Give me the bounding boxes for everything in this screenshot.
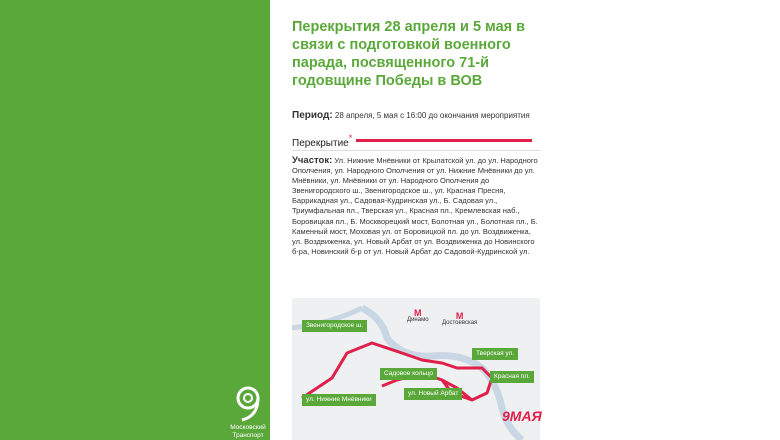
metro-dinamo-label: Динамо	[407, 317, 429, 323]
metro-dostoevskaya	[442, 313, 477, 327]
metro-dinamo	[407, 310, 429, 324]
label-sadovoe: Садовое кольцо	[380, 368, 437, 380]
section-text: Ул. Нижние Мнёвники от Крылатской ул. до ул. Народного Ополчения, ул. Народного Ополчения от ул. Нижние Мнёвники до ул. Мнёвники, ул. Мнёвники от ул. Народного Ополчения до Звенигородского ш., Звенигородское ш., ул. Красная Пресня, Баррикадная ул., Садовая-Кудринская ул., Б. Садовая ул., Триумфальная пл., Тверская ул., Красная пл., Кремлевская наб., Боровицкая пл., Б. Москворецкий мост, Болотная ул., Болотная пл., Б. Каменный мост, Моховая ул. от Боровицкой пл. до ул. Воздвиженка, ул. Воздвиженка, ул. Новый Арбат от ул. Воздвиженка до Новинского б-ра, Новинский б-р от ул. Новый Арбат до Садовой-Кудринской ул.	[292, 156, 538, 256]
metro-icon: М	[455, 311, 464, 321]
label-nizhnie: ул. Нижние Мнёвники	[302, 394, 376, 406]
closures-label: Перекрытие	[292, 138, 349, 149]
label-zvenigorodskoe: Звенигородское ш.	[302, 320, 367, 332]
brand-name: Московский Транспорт	[230, 424, 266, 439]
period-value: 28 апреля, 5 мая с 16:00 до окончания мероприятия	[334, 111, 530, 120]
period-label: Период:	[292, 110, 333, 121]
divider	[292, 150, 540, 151]
metro-icon: М	[414, 308, 422, 318]
label-tverskaya: Тверская ул.	[472, 348, 518, 360]
label-novy-arbat: ул. Новый Арбат	[404, 388, 462, 400]
brand-panel	[0, 0, 270, 440]
section-description	[292, 156, 542, 257]
moscow-transport-logo	[222, 384, 270, 440]
section-label: Участок:	[292, 155, 333, 166]
closure-line-legend	[356, 139, 532, 142]
page-title: Перекрытия 28 апреля и 5 мая в связи с подготовкой военного парада, посвященного 71-й годовщине Победы в ВОВ	[292, 19, 526, 89]
metro-dostoevskaya-label: Достоевская	[442, 320, 478, 326]
route-map	[292, 298, 540, 440]
closures-legend	[292, 133, 542, 147]
label-krasnaya: Красная пл.	[490, 371, 534, 383]
period-line	[292, 110, 552, 121]
closures-star: *	[348, 133, 353, 143]
victory-day-badge: 9МАЯ	[502, 408, 542, 424]
metro-9-icon	[232, 384, 264, 424]
